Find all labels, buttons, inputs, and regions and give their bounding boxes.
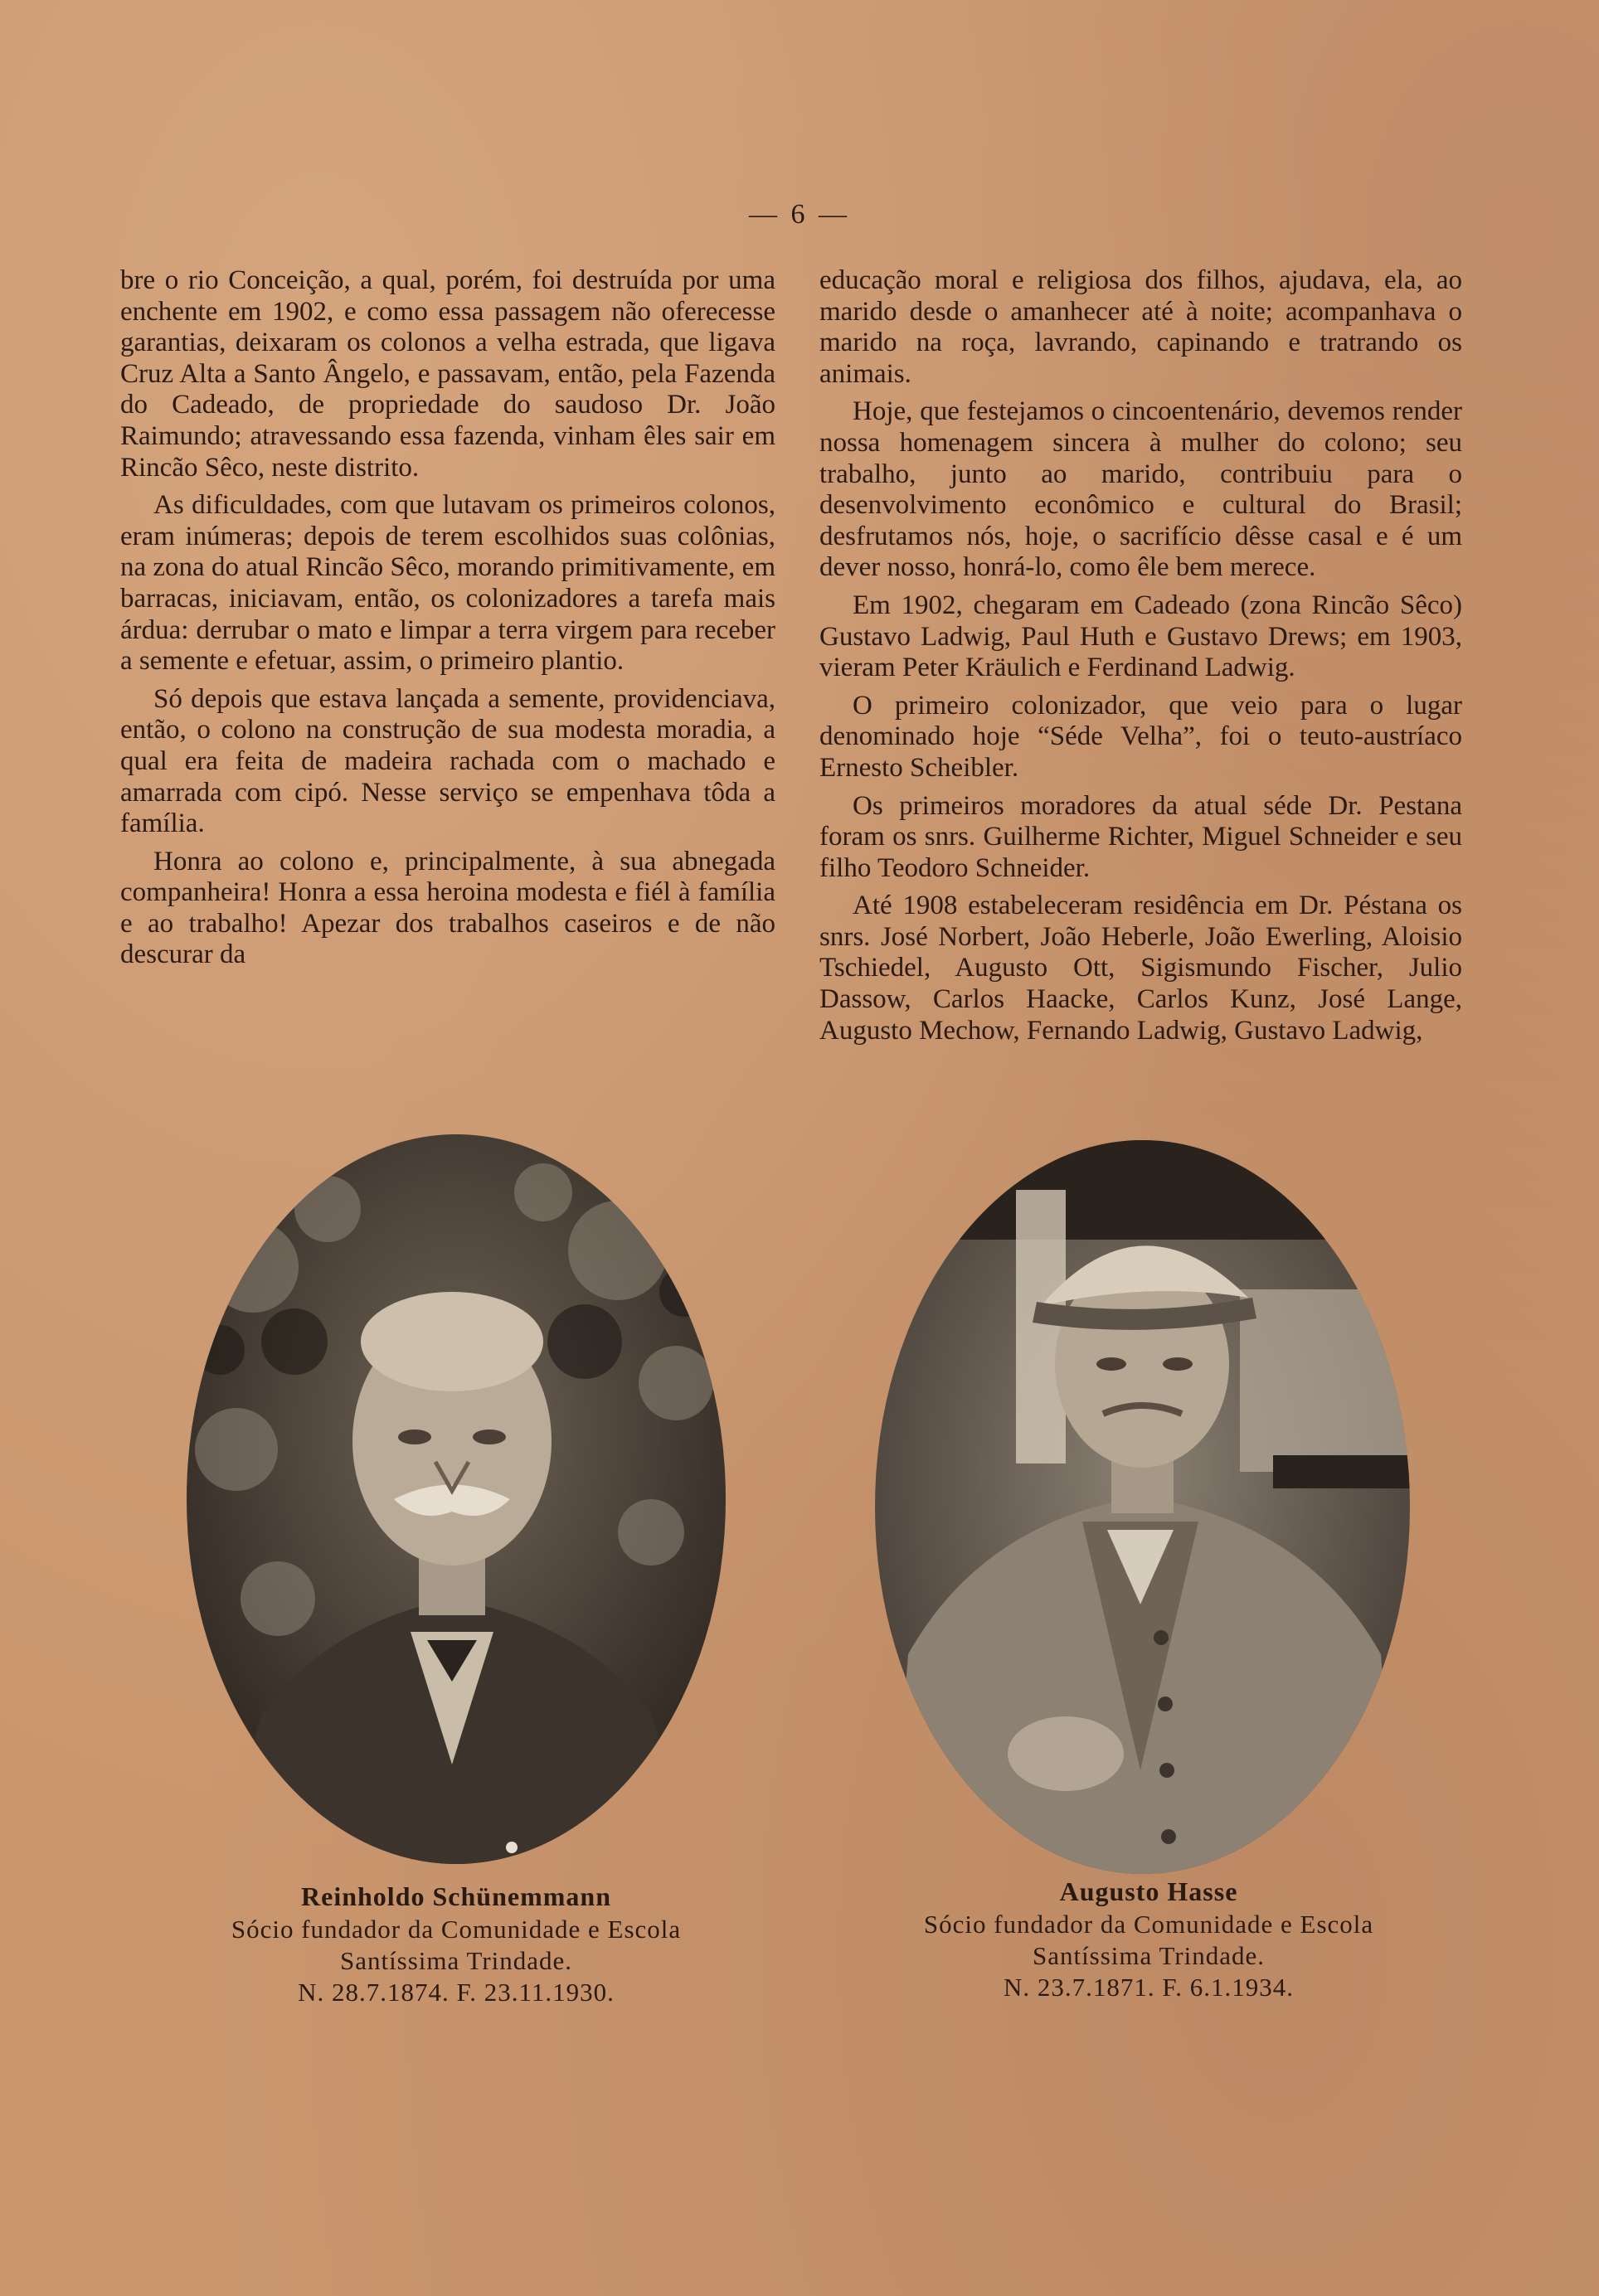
paragraph: bre o rio Conceição, a qual, porém, foi destruída por uma enchente em 1902, e como essa passagem não oferecesse garantias, deixaram os colonos a velha estrada, que ligava Cruz Alta a Santo Ângelo, e passavam, então, pela Fazenda do Cadeado, de propriedade do saudoso Dr. João Raimundo; atravessando essa fazenda, vinham êles sair em Rincão Sêco, neste distrito. [120, 265, 775, 483]
caption-dates: N. 28.7.1874. F. 23.11.1930. [298, 1978, 615, 2007]
caption-role: Sócio fundador da Comunidade e Escola [923, 1910, 1374, 1939]
paragraph: O primeiro colonizador, que veio para o lugar denominado hoje “Séde Velha”, foi o teuto-austríaco Ernesto Scheibler. [819, 690, 1462, 783]
paragraph: Só depois que estava lançada a semente, providenciava, então, o colono na construção de sua modesta moradia, a qual era feita de madeira rachada com o machado e amarrada com cipó. Nesse serviço se empenhava tôda a família. [120, 683, 775, 839]
caption-dates: N. 23.7.1871. F. 6.1.1934. [1004, 1973, 1294, 2002]
portrait-photo-right [875, 1140, 1410, 1874]
left-text-column [120, 265, 775, 978]
caption-institution: Santíssima Trindade. [339, 1946, 573, 1975]
right-text-column [819, 265, 1462, 1053]
paragraph: Os primeiros moradores da atual séde Dr. Pestana foram os snrs. Guilherme Richter, Miguel Schneider e seu filho Teodoro Schneider. [819, 790, 1462, 883]
paragraph: educação moral e religiosa dos filhos, ajudava, ela, ao marido desde o amanhecer até à noite; acompanhava o marido na roça, lavrando, capinando e tratrando os animais. [819, 265, 1462, 389]
caption-role: Sócio fundador da Comunidade e Escola [231, 1915, 682, 1944]
caption-name: Reinholdo Schünemmann [301, 1881, 611, 1911]
page-number: — 6 — [749, 199, 850, 230]
paragraph: Em 1902, chegaram em Cadeado (zona Rincão Sêco) Gustavo Ladwig, Paul Huth e Gustavo Drews; em 1903, vieram Peter Kräulich e Ferdinand Ladwig. [819, 590, 1462, 683]
caption-left [141, 1881, 771, 2008]
paragraph: Até 1908 estabeleceram residência em Dr. Péstana os snrs. José Norbert, João Heberle, João Ewerling, Aloisio Tschiedel, Augusto Ott, Sigismundo Fischer, Julio Dassow, Carlos Haacke, Carlos Kunz, José Lange, Augusto Mechow, Fernando Ladwig, Gustavo Ladwig, [819, 891, 1462, 1046]
caption-institution: Santíssima Trindade. [1032, 1941, 1266, 1970]
caption-right [834, 1876, 1464, 2003]
caption-name: Augusto Hasse [1059, 1876, 1238, 1906]
paragraph: As dificuldades, com que lutavam os primeiros colonos, eram inúmeras; depois de terem escolhidos suas colônias, na zona do atual Rincão Sêco, morando primitivamente, em barracas, iniciavam, então, os colonizadores a tarefa mais árdua: derrubar o mato e limpar a terra virgem para receber a semente e efetuar, assim, o primeiro plantio. [120, 490, 775, 677]
paragraph: Hoje, que festejamos o cincoentenário, devemos render nossa homenagem sincera à mulher do colono; seu trabalho, junto ao marido, contribuiu para o desenvolvimento econômico e cultural do Brasil; desfrutamos nós, hoje, o sacrifício dêsse casal e é um dever nosso, honrá-lo, como êle bem merece. [819, 396, 1462, 583]
paragraph: Honra ao colono e, principalmente, à sua abnegada companheira! Honra a essa heroina modesta e fiél à família e ao trabalho! Apezar dos trabalhos caseiros e de não descurar da [120, 846, 775, 970]
portrait-photo-left [187, 1134, 726, 1864]
